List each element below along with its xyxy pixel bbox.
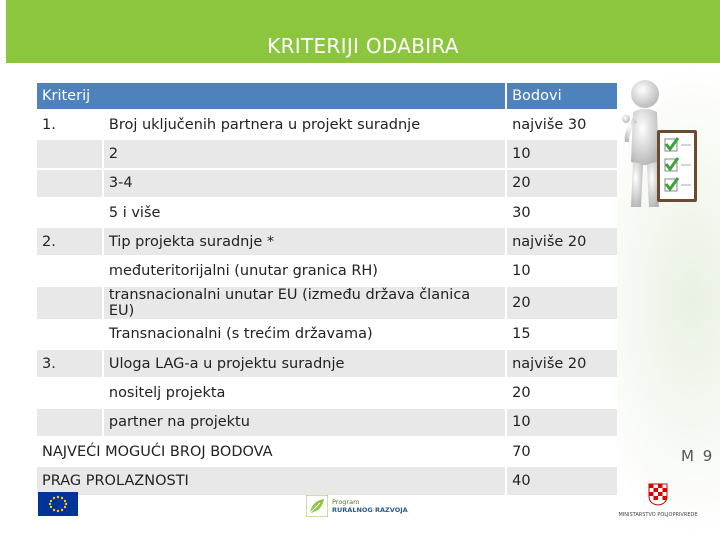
- total-points: 70: [505, 438, 617, 467]
- table-header-row: [37, 83, 617, 111]
- row-description: Tip projekta suradnje *: [102, 228, 505, 257]
- figure-head: [631, 80, 659, 108]
- row-points: 10: [505, 140, 617, 169]
- row-points: najviše 20: [505, 228, 617, 257]
- title-banner: [6, 0, 720, 63]
- row-number: [37, 170, 102, 199]
- row-description: Uloga LAG-a u projektu suradnje: [102, 350, 505, 379]
- table-row: [37, 228, 617, 257]
- row-description: Broj uključenih partnera u projekt suradnje: [102, 111, 505, 140]
- table-row: [37, 321, 617, 350]
- row-points: 10: [505, 409, 617, 438]
- row-points: najviše 30: [505, 111, 617, 140]
- program-name: RURALNOG RAZVOJA: [332, 506, 408, 514]
- total-label: NAJVEĆI MOGUĆI BROJ BODOVA: [37, 438, 505, 467]
- row-description: 3-4: [102, 170, 505, 199]
- row-description: Transnacionalni (s trećim državama): [102, 321, 505, 350]
- row-number: 3.: [37, 350, 102, 379]
- table-row: [37, 257, 617, 286]
- threshold-label: PRAG PROLAZNOSTI: [37, 467, 505, 496]
- column-header-points: Bodovi: [505, 83, 617, 111]
- table-row: [37, 409, 617, 438]
- row-number: [37, 199, 102, 228]
- row-points: najviše 20: [505, 350, 617, 379]
- eu-flag-icon: [38, 492, 78, 516]
- page-title: KRITERIJI ODABIRA: [267, 34, 459, 58]
- row-number: [37, 140, 102, 169]
- program-label: Program: [332, 498, 360, 506]
- leaf-icon: [306, 495, 328, 517]
- figure-body: [631, 109, 659, 165]
- figure-with-checklist-illustration: [615, 72, 715, 217]
- threshold-row: [37, 467, 617, 496]
- croatian-coat-of-arms-icon: [648, 482, 668, 506]
- ministry-logo: [610, 482, 706, 518]
- row-description: međuteritorijalni (unutar granica RH): [102, 257, 505, 286]
- row-number: 2.: [37, 228, 102, 257]
- row-points: 20: [505, 170, 617, 199]
- row-points: 20: [505, 379, 617, 408]
- row-description: partner na projektu: [102, 409, 505, 438]
- total-row: [37, 438, 617, 467]
- row-points: 30: [505, 199, 617, 228]
- table-row: [37, 287, 617, 321]
- table-row: [37, 199, 617, 228]
- rural-program-logo: [306, 494, 408, 518]
- row-number: [37, 257, 102, 286]
- row-number: [37, 379, 102, 408]
- measure-badge: M 9: [681, 447, 715, 465]
- row-number: [37, 409, 102, 438]
- ministry-name: MINISTARSTVO POLJOPRIVREDE: [618, 512, 698, 518]
- criteria-table: [37, 83, 617, 497]
- thumbs-up-icon: [622, 115, 630, 123]
- row-number: 1.: [37, 111, 102, 140]
- row-description: 5 i više: [102, 199, 505, 228]
- row-points: 20: [505, 287, 617, 321]
- table-row: [37, 111, 617, 140]
- threshold-points: 40: [505, 467, 617, 496]
- row-description: transnacionalni unutar EU (između država članica EU): [102, 287, 505, 321]
- column-header-criterion: Kriterij: [37, 83, 505, 111]
- row-description: 2: [102, 140, 505, 169]
- table-row: [37, 170, 617, 199]
- row-description: nositelj projekta: [102, 379, 505, 408]
- row-number: [37, 321, 102, 350]
- row-points: 15: [505, 321, 617, 350]
- table-row: [37, 350, 617, 379]
- row-number: [37, 287, 102, 321]
- row-points: 10: [505, 257, 617, 286]
- table-row: [37, 140, 617, 169]
- figure-left-leg: [631, 162, 643, 207]
- table-row: [37, 379, 617, 408]
